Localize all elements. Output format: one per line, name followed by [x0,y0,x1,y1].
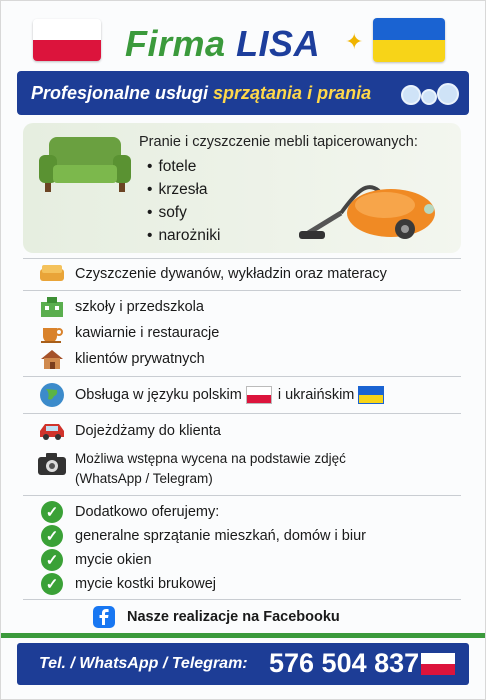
divider [23,290,461,291]
check-icon: ✓ [37,499,67,525]
languages-text-polish: Obsługa w języku polskim [75,387,242,403]
extra-service-row [37,572,216,596]
furniture-item: • krzesła [147,178,220,201]
languages-text-ukrainian: i ukraińskim [277,387,355,403]
poland-flag-icon [33,19,101,61]
camera-icon [37,449,67,479]
furniture-item: • fotele [147,155,220,178]
extras-heading: Dodatkowo oferujemy: [75,504,220,520]
facebook-text: Nasze realizacje na Facebooku [127,609,340,625]
contact-footer [17,643,469,685]
contact-label: Tel. / WhatsApp / Telegram: [39,655,248,672]
client-text: szkoły i przedszkola [75,299,204,315]
upholstery-heading: Pranie i czyszczenie mebli tapicerowanych: [139,134,418,150]
client-text: klientów prywatnych [75,351,205,367]
building-icon [37,294,67,320]
carpet-cleaning-row [37,259,387,289]
bubbles-icon [401,77,459,121]
extra-service-row [37,524,366,548]
client-row [37,320,219,346]
services-banner [17,71,469,115]
sparkle-icon: ✦ [345,29,364,54]
extra-service-row [37,548,152,572]
travel-text: Dojeżdżamy do klienta [75,423,221,439]
extra-service-text: mycie kostki brukowej [75,576,217,592]
client-row [37,294,204,320]
house-icon [37,346,67,372]
extra-service-text: generalne sprzątanie mieszkań, domów i biur [75,528,366,544]
company-title [125,23,320,65]
travel-row [37,417,221,445]
check-icon: ✓ [37,547,67,573]
extras-heading-row [37,500,219,524]
divider [23,376,461,377]
ukraine-flag-icon [358,386,384,404]
furniture-item: • narożniki [147,224,220,247]
check-icon: ✓ [37,571,67,597]
mattress-icon [37,261,67,287]
facebook-row [89,604,340,630]
furniture-list [147,155,220,247]
title-lisa: LISA [236,23,321,64]
sofa-icon [35,131,135,197]
quote-apps: (WhatsApp / Telegram) [75,471,213,486]
check-icon: ✓ [37,523,67,549]
divider [23,599,461,600]
divider [23,413,461,414]
car-icon [37,418,67,444]
carpet-cleaning-text: Czyszczenie dywanów, wykładzin oraz materacy [75,266,387,282]
phone-number: 576 504 837 [269,648,420,678]
client-text: kawiarnie i restauracje [75,325,220,341]
languages-row [37,379,384,411]
quote-text: Możliwa wstępna wycena na podstawie zdjęć [75,451,346,466]
coffee-cup-icon [37,320,67,346]
banner-text: Profesjonalne usługi [31,83,214,103]
divider [23,495,461,496]
extra-service-text: mycie okien [75,552,152,568]
poland-flag-icon [246,386,272,404]
poland-flag-icon [421,653,455,675]
green-stripe [1,633,486,638]
vacuum-cleaner-icon [297,161,447,245]
client-row [37,346,205,372]
facebook-icon [89,604,119,630]
title-firma: Firma [125,23,226,64]
quote-row [37,449,346,493]
furniture-item: • sofy [147,201,220,224]
globe-icon [37,382,67,408]
banner-highlight: sprzątania i prania [213,83,372,103]
ukraine-flag-icon [373,18,445,62]
